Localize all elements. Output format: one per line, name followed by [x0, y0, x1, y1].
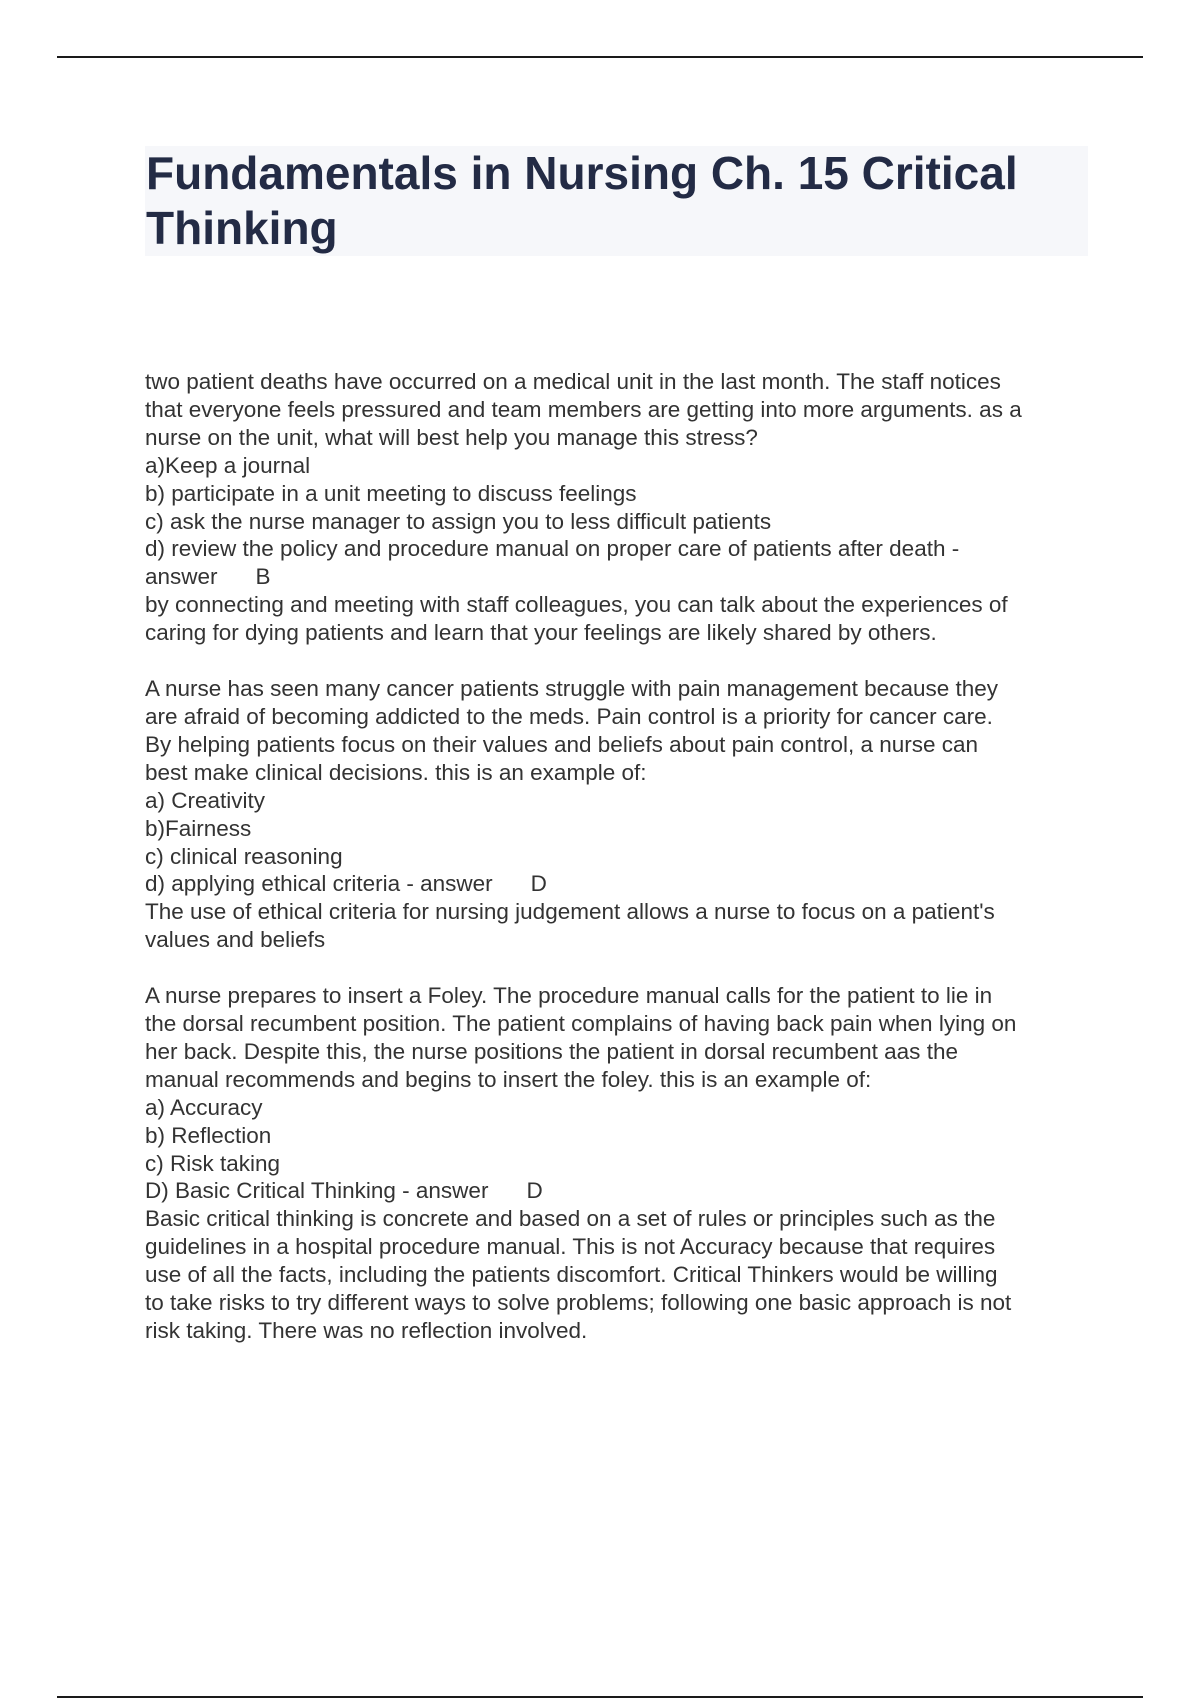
question-2-rationale-line: The use of ethical criteria for nursing judgement allows a nurse to focus on a patient's: [145, 899, 995, 925]
option-d-text: d) applying ethical criteria - answer: [145, 871, 493, 897]
question-2-stem-line: A nurse has seen many cancer patients struggle with pain management because they: [145, 676, 999, 702]
question-3-option-b: b) Reflection: [145, 1122, 272, 1148]
bottom-divider: [57, 1696, 1143, 1698]
question-2-option-d-answer-line: [145, 870, 1095, 898]
title-line-1: Fundamentals in Nursing Ch. 15 Critical: [146, 147, 1018, 199]
question-1-answer-line: [145, 563, 1095, 591]
answer-letter: B: [255, 564, 271, 590]
answer-label: answer: [145, 564, 218, 590]
question-3-option-c: c) Risk taking: [145, 1150, 281, 1176]
question-3-rationale-line: risk taking. There was no reflection involved.: [145, 1318, 588, 1343]
question-2-stem-line: By helping patients focus on their values and beliefs about pain control, a nurse can: [145, 731, 979, 757]
question-3-stem-line: the dorsal recumbent position. The patient complains of having back pain when lying on: [145, 1011, 1017, 1037]
title-block: [145, 146, 1088, 256]
question-2-stem-line: are afraid of becoming addicted to the meds. Pain control is a priority for cancer care.: [145, 703, 993, 729]
question-1-stem-line: two patient deaths have occurred on a medical unit in the last month. The staff notices: [145, 369, 1001, 394]
question-1-rationale-line: caring for dying patients and learn that your feelings are likely shared by others.: [145, 620, 937, 646]
option-d-text: D) Basic Critical Thinking - answer: [145, 1178, 489, 1204]
question-block-2: [145, 675, 1095, 954]
document-body: [145, 368, 1095, 1345]
question-1-option-d: d) review the policy and procedure manual on proper care of patients after death -: [145, 536, 960, 562]
question-block-3: [145, 982, 1095, 1345]
question-3-option-a: a) Accuracy: [145, 1094, 263, 1120]
answer-letter: D: [530, 871, 547, 897]
top-divider: [57, 56, 1143, 58]
title-line-2: Thinking: [146, 202, 338, 254]
question-2-stem-line: best make clinical decisions. this is an example of:: [145, 759, 647, 785]
document-title: [145, 146, 1088, 256]
question-1-option-c: c) ask the nurse manager to assign you to less difficult patients: [145, 508, 772, 534]
question-1-option-a: a)Keep a journal: [145, 452, 311, 478]
question-2-rationale-line: values and beliefs: [145, 927, 326, 953]
question-2-option-c: c) clinical reasoning: [145, 843, 343, 869]
question-3-rationale-line: use of all the facts, including the patients discomfort. Critical Thinkers would be willing: [145, 1262, 998, 1288]
answer-letter: D: [526, 1178, 543, 1204]
question-2-option-b: b)Fairness: [145, 815, 252, 841]
question-3-option-d-answer-line: [145, 1177, 1095, 1205]
question-3-stem-line: manual recommends and begins to insert the foley. this is an example of:: [145, 1066, 872, 1092]
question-1-stem-line: that everyone feels pressured and team members are getting into more arguments. as a: [145, 396, 1022, 422]
question-3-rationale-line: guidelines in a hospital procedure manual. This is not Accuracy because that requires: [145, 1234, 996, 1260]
question-1-option-b: b) participate in a unit meeting to discuss feelings: [145, 480, 637, 506]
question-1-stem-line: nurse on the unit, what will best help you manage this stress?: [145, 424, 758, 450]
question-block-1: [145, 368, 1095, 647]
question-2-option-a: a) Creativity: [145, 787, 266, 813]
question-3-rationale-line: to take risks to try different ways to solve problems; following one basic approach is not: [145, 1290, 1012, 1316]
question-3-stem-line: A nurse prepares to insert a Foley. The procedure manual calls for the patient to lie in: [145, 983, 993, 1009]
question-1-rationale-line: by connecting and meeting with staff colleagues, you can talk about the experiences of: [145, 592, 1008, 618]
question-3-stem-line: her back. Despite this, the nurse positions the patient in dorsal recumbent aas the: [145, 1038, 958, 1064]
question-3-rationale-line: Basic critical thinking is concrete and based on a set of rules or principles such as the: [145, 1206, 996, 1232]
